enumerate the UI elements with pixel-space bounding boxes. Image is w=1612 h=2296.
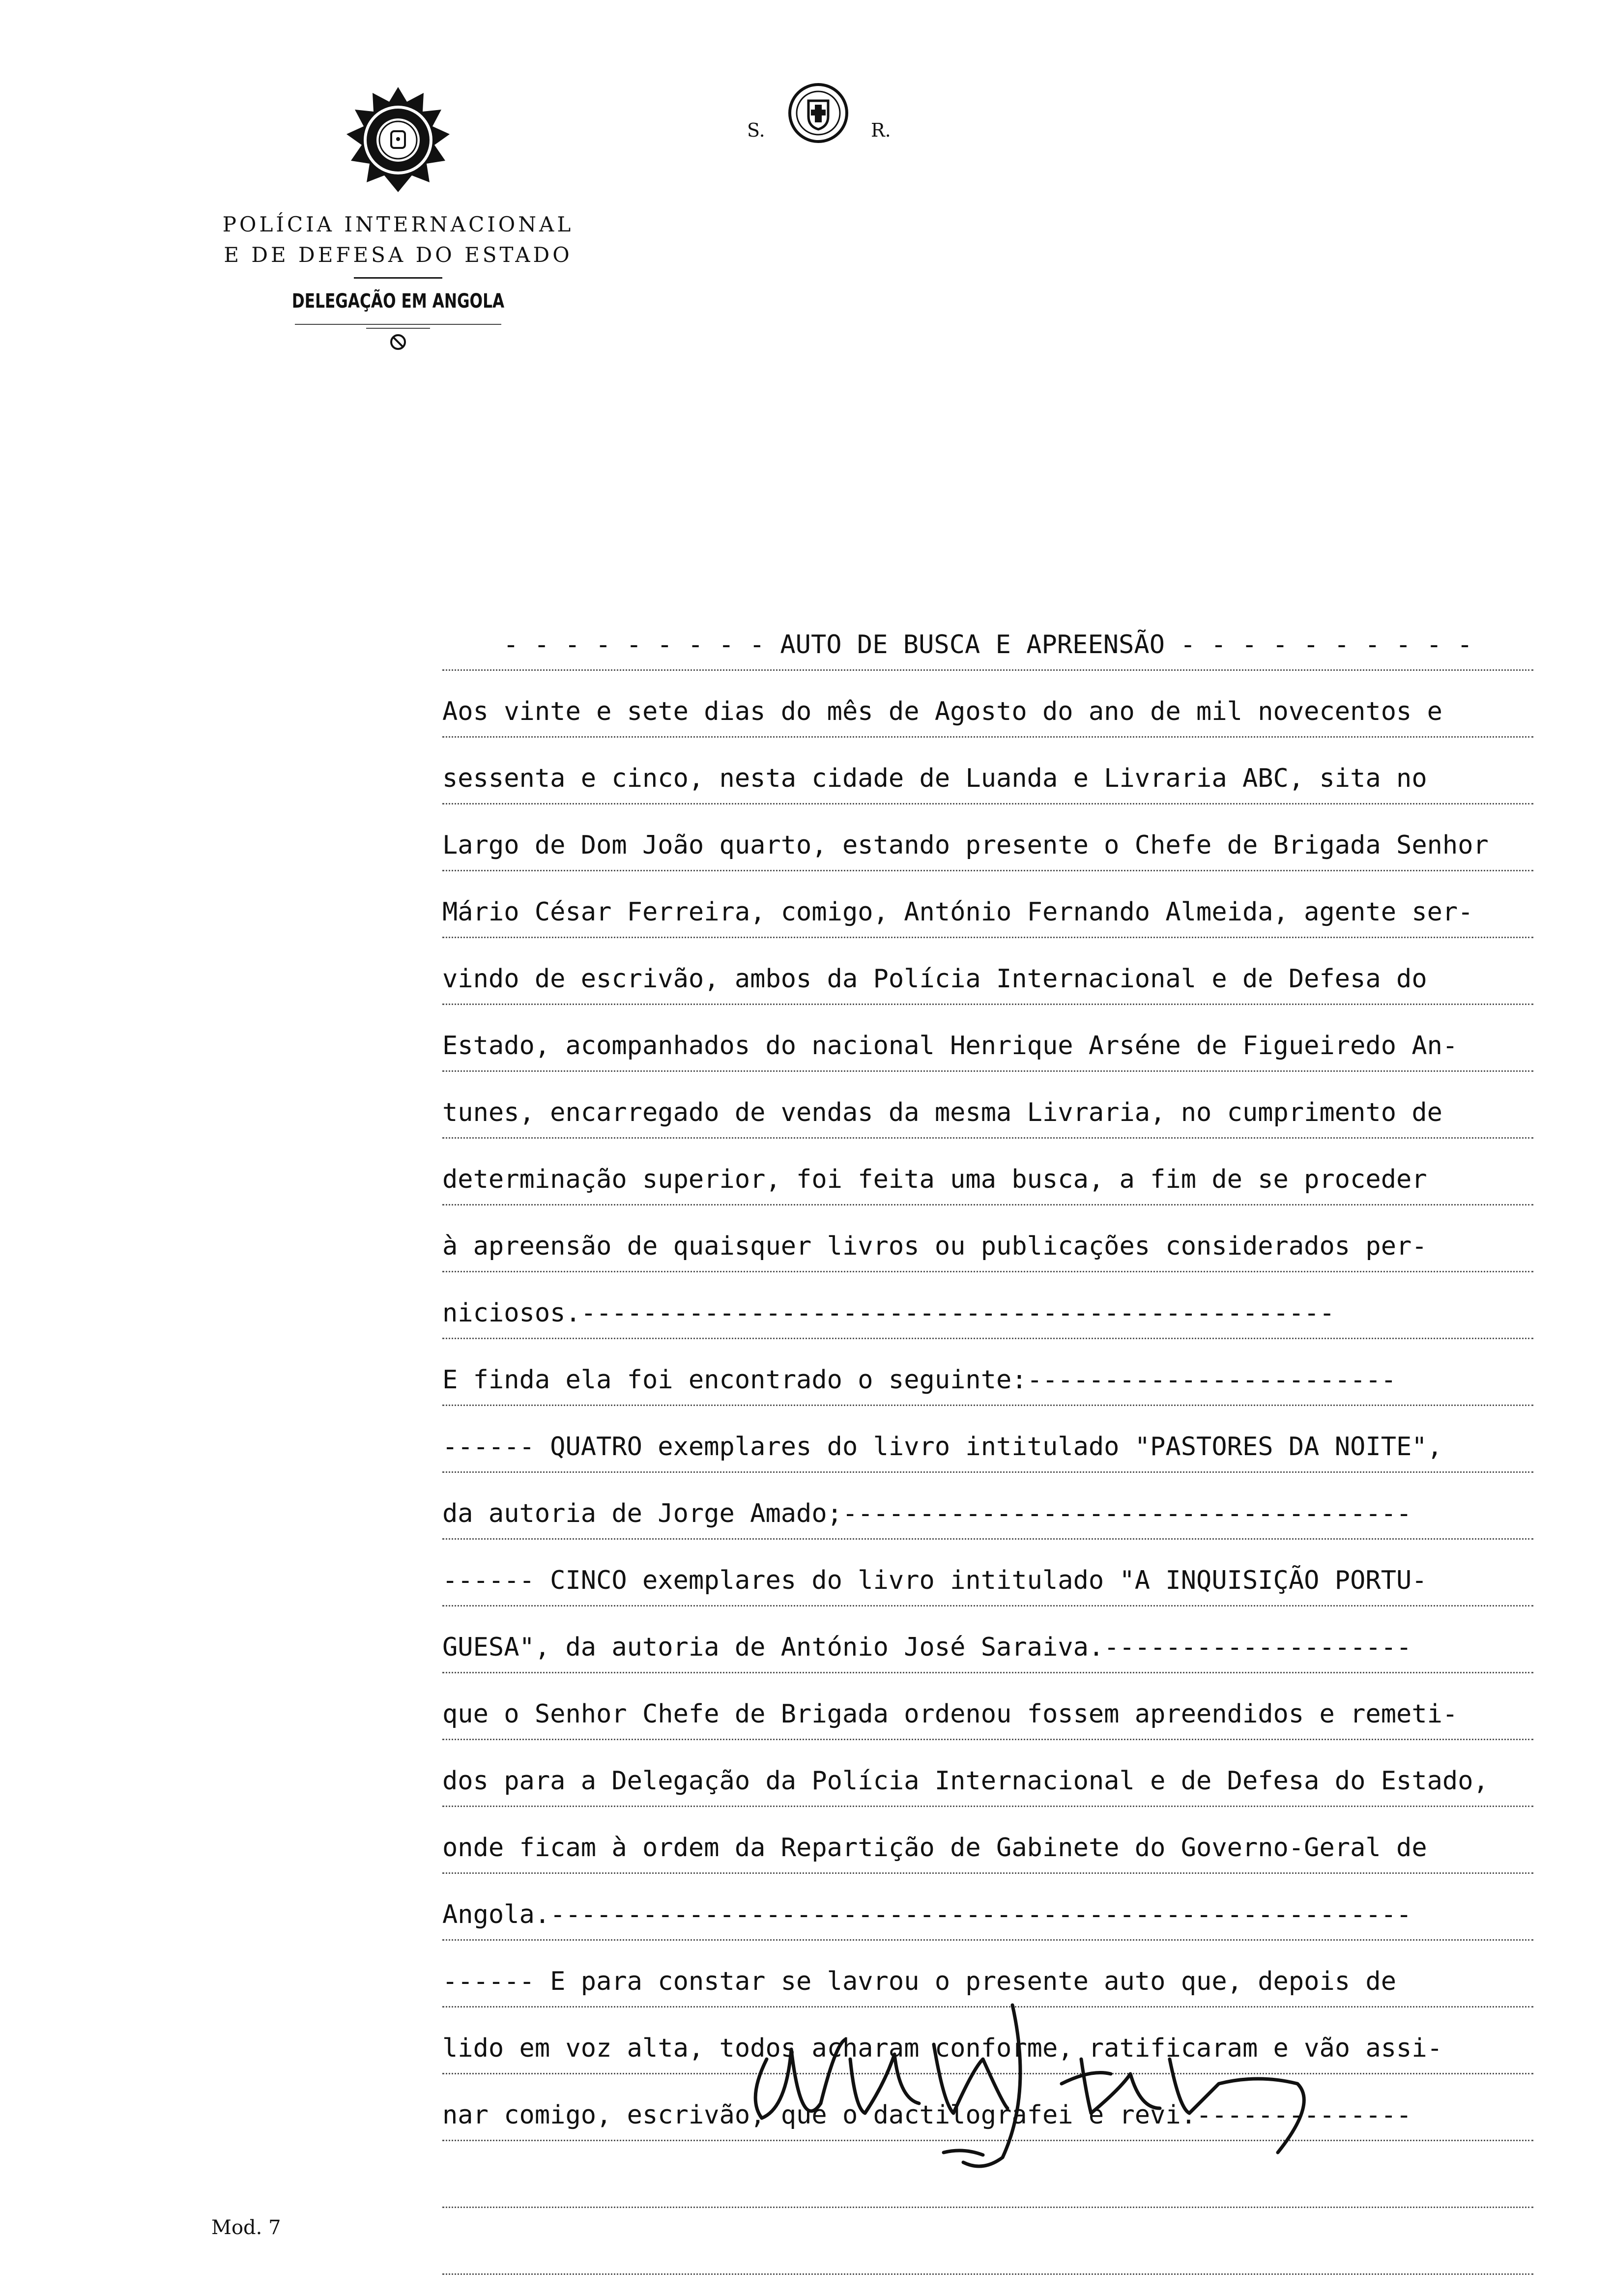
letterhead-divider [354, 277, 442, 279]
document-line: nar comigo, escrivão, que o dactilografei e revi.-------------- [442, 2091, 1533, 2157]
organization-name-line2: E DE DEFESA DO ESTADO [224, 243, 573, 267]
document-line: determinação superior, foi feita uma busca, a fim de se proceder [442, 1155, 1533, 1222]
document-line: Aos vinte e sete dias do mês de Agosto do ano de mil novecentos e [442, 687, 1533, 754]
document-line: ------ QUATRO exemplares do livro intitulado "PASTORES DA NOITE", [442, 1422, 1533, 1489]
document-line: lido em voz alta, todos acharam conforme, ratificaram e vão assi- [442, 2024, 1533, 2091]
document-title: - - - - - - - - - AUTO DE BUSCA E APREENSÃO - - - - - - - - - - [442, 620, 1533, 687]
delegation-name: DELEGAÇÃO EM ANGOLA [291, 290, 505, 313]
document-line: onde ficam à ordem da Repartição de Gabinete do Governo-Geral de [442, 1823, 1533, 1890]
pide-emblem-icon [342, 84, 455, 197]
classification-left: S. [747, 119, 765, 141]
blank-ruled-line [442, 2224, 1533, 2291]
document-line: Mário César Ferreira, comigo, António Fernando Almeida, agente ser- [442, 888, 1533, 954]
letterhead-rule-short [366, 328, 430, 329]
document-line: Angola.-------------------------------------------------------- [442, 1890, 1533, 1957]
document-line: tunes, encarregado de vendas da mesma Livraria, no cumprimento de [442, 1088, 1533, 1155]
document-line: vindo de escrivão, ambos da Polícia Internacional e de Defesa do [442, 954, 1533, 1021]
document-line: dos para a Delegação da Polícia Internacional e de Defesa do Estado, [442, 1756, 1533, 1823]
letterhead [206, 84, 590, 350]
classification-right: R. [871, 119, 891, 141]
small-seal-icon [390, 334, 406, 350]
document-line: da autoria de Jorge Amado;------------------------------------- [442, 1489, 1533, 1556]
document-line: ------ E para constar se lavrou o presente auto que, depois de [442, 1957, 1533, 2024]
document-line: E finda ela foi encontrado o seguinte:------------------------ [442, 1355, 1533, 1422]
document-line: Largo de Dom João quarto, estando presente o Chefe de Brigada Senhor [442, 821, 1533, 888]
organization-name-line1: POLÍCIA INTERNACIONAL [222, 212, 574, 236]
form-code: Mod. 7 [211, 2216, 281, 2239]
document-line: GUESA", da autoria de António José Saraiva.-------------------- [442, 1623, 1533, 1690]
document-line: sessenta e cinco, nesta cidade de Luanda e Livraria ABC, sita no [442, 754, 1533, 821]
portuguese-arms-icon [786, 81, 850, 145]
document-line: niciosos.------------------------------------------------- [442, 1289, 1533, 1355]
classification-header [737, 81, 914, 150]
handwritten-signature [688, 1985, 1376, 2182]
document-line: à apreensão de quaisquer livros ou publicações considerados per- [442, 1222, 1533, 1289]
document-line: Estado, acompanhados do nacional Henrique Arséne de Figueiredo An- [442, 1021, 1533, 1088]
document-line: que o Senhor Chefe de Brigada ordenou fossem apreendidos e remeti- [442, 1690, 1533, 1756]
letterhead-rule [295, 324, 501, 325]
document-line: ------ CINCO exemplares do livro intitulado "A INQUISIÇÃO PORTU- [442, 1556, 1533, 1623]
